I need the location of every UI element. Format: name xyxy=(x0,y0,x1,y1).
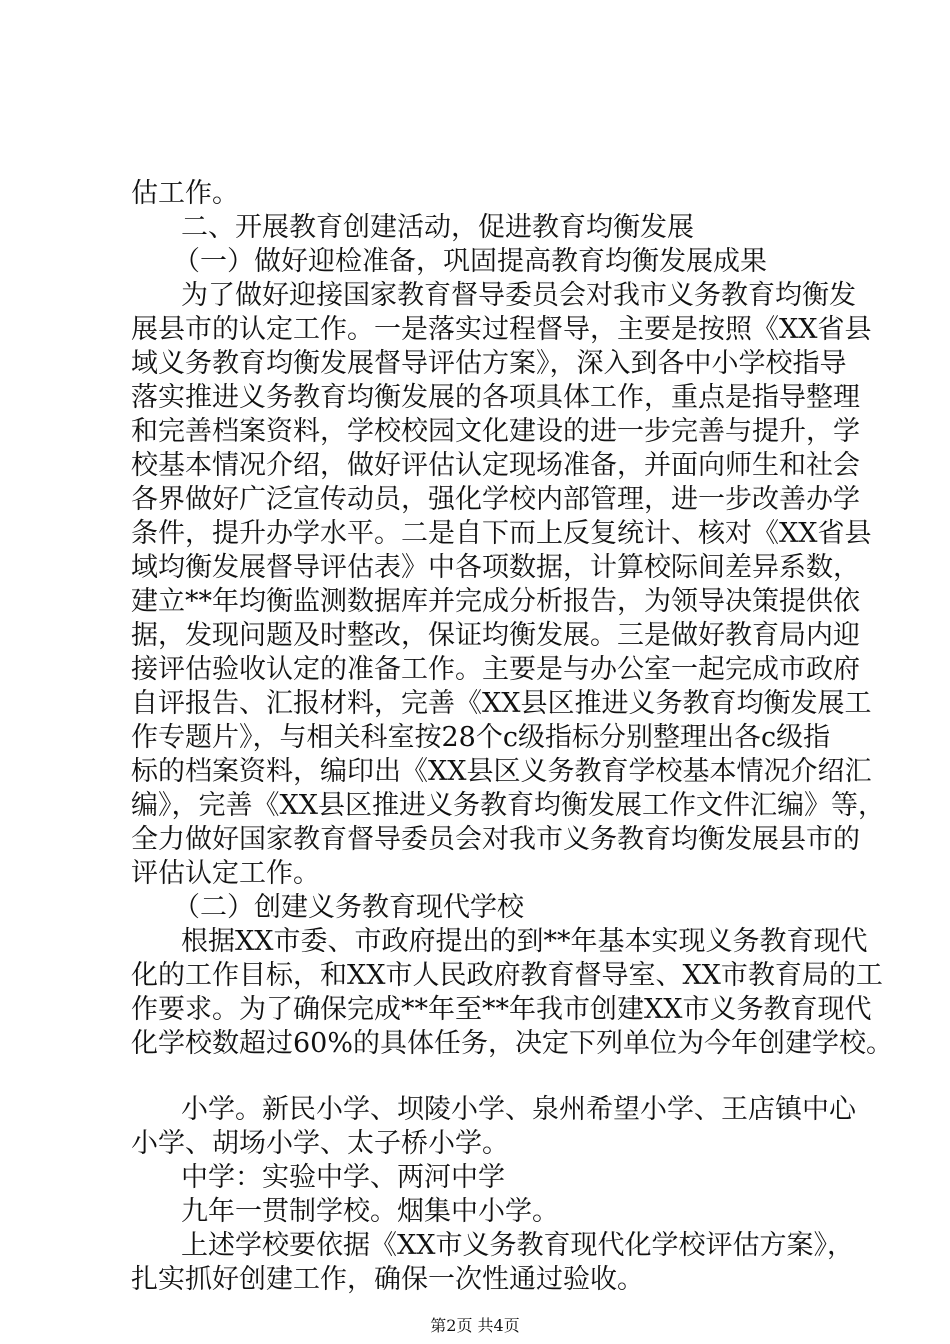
text-line: 作要求。为了确保完成**年至**年我市创建XX市义务教育现代 xyxy=(131,994,872,1025)
text-line: 标的档案资料，编印出《XX县区义务教育学校基本情况介绍汇 xyxy=(131,756,872,787)
text-line: 估工作。 xyxy=(131,178,239,209)
text-line: 据，发现问题及时整改，保证均衡发展。三是做好教育局内迎 xyxy=(131,620,860,651)
text-line: 自评报告、汇报材料，完善《XX县区推进义务教育均衡发展工 xyxy=(131,688,872,719)
text-line: 接评估验收认定的准备工作。主要是与办公室一起完成市政府 xyxy=(131,654,860,685)
text-line: 编》，完善《XX县区推进义务教育均衡发展工作文件汇编》等， xyxy=(131,790,885,821)
text-line: 化学校数超过60%的具体任务，决定下列单位为今年创建学校。 xyxy=(131,1028,894,1059)
text-line: 域义务教育均衡发展督导评估方案》，深入到各中小学校指导 xyxy=(131,348,847,379)
text-line: 评估认定工作。 xyxy=(131,858,320,889)
subsection-heading: （二）创建义务教育现代学校 xyxy=(173,892,524,923)
section-heading: 二、开展教育创建活动，促进教育均衡发展 xyxy=(181,212,694,243)
text-line: 条件，提升办学水平。二是自下而上反复统计、核对《XX省县 xyxy=(131,518,872,549)
text-line: 根据XX市委、市政府提出的到**年基本实现义务教育现代 xyxy=(181,926,868,957)
text-line: 展县市的认定工作。一是落实过程督导，主要是按照《XX省县 xyxy=(131,314,872,345)
text-line: 域均衡发展督导评估表》中各项数据，计算校际间差异系数， xyxy=(131,552,860,583)
text-line: 化的工作目标，和XX市人民政府教育督导室、XX市教育局的工 xyxy=(131,960,883,991)
text-line: 校基本情况介绍，做好评估认定现场准备，并面向师生和社会 xyxy=(131,450,860,481)
text-line: 建立**年均衡监测数据库并完成分析报告，为领导决策提供依 xyxy=(131,586,860,617)
page-number: 第2页 共4页 xyxy=(430,1316,520,1335)
text-line: 九年一贯制学校。烟集中小学。 xyxy=(181,1196,559,1227)
text-line: 全力做好国家教育督导委员会对我市义务教育均衡发展县市的 xyxy=(131,824,860,855)
text-line: 扎实抓好创建工作，确保一次性通过验收。 xyxy=(131,1264,644,1295)
text-line: 落实推进义务教育均衡发展的各项具体工作，重点是指导整理 xyxy=(131,382,860,413)
text-line: 和完善档案资料，学校校园文化建设的进一步完善与提升，学 xyxy=(131,416,860,447)
text-line: 为了做好迎接国家教育督导委员会对我市义务教育均衡发 xyxy=(181,280,856,311)
text-line: 小学、胡场小学、太子桥小学。 xyxy=(131,1128,509,1159)
text-line: 小学。新民小学、坝陵小学、泉州希望小学、王店镇中心 xyxy=(181,1094,856,1125)
text-line: 各界做好广泛宣传动员，强化学校内部管理，进一步改善办学 xyxy=(131,484,860,515)
text-line: 作专题片》，与相关科室按28个c级指标分别整理出各c级指 xyxy=(131,722,831,753)
subsection-heading: （一）做好迎检准备，巩固提高教育均衡发展成果 xyxy=(173,246,767,277)
page-footer xyxy=(0,1316,950,1336)
text-line: 中学：实验中学、两河中学 xyxy=(181,1162,505,1193)
text-line: 上述学校要依据《XX市义务教育现代化学校评估方案》， xyxy=(181,1230,854,1261)
